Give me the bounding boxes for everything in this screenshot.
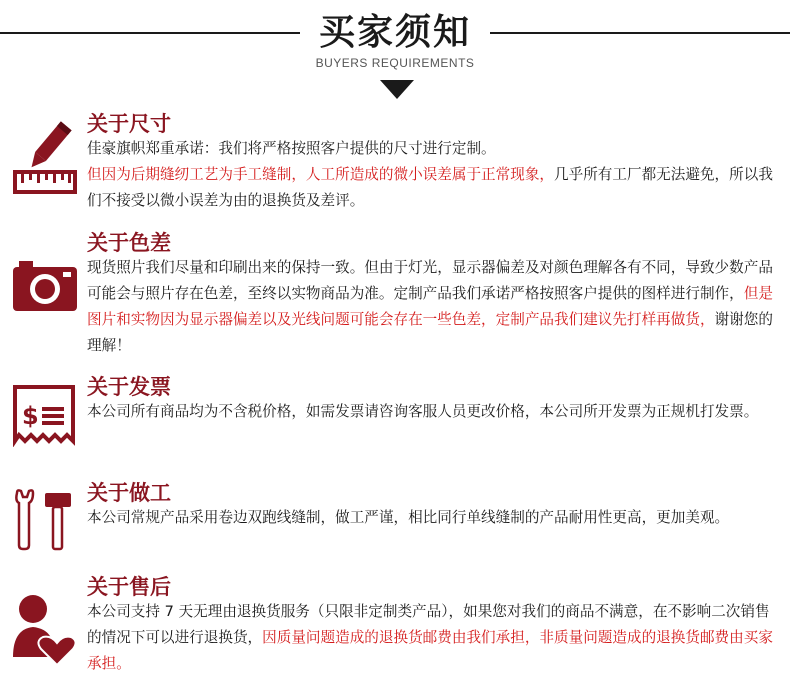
body-text: 佳豪旗帜郑重承诺：我们将严格按照客户提供的尺寸进行定制。 xyxy=(87,140,496,157)
person-heart-icon xyxy=(11,593,79,671)
body-highlight: 但因为后期缝纫工艺为手工缝制，人工所造成的微小误差属于正常现象， xyxy=(87,166,555,183)
page-title: 买家须知 xyxy=(318,12,471,53)
section-body xyxy=(87,399,782,425)
body-text: 几乎所有工厂都无法避免，所以我们不接受以微小误差为由的退换货及差评。 xyxy=(87,166,773,209)
section-body xyxy=(87,255,782,359)
body-text: 本公司所有商品均为不含税价格，如需发票请咨询客服人员更改价格，本公司所开发票为正规机打发票。 xyxy=(87,403,759,420)
body-text: 本公司支持 7 天无理由退换货服务（只限非定制类产品），如果您对我们的商品不满意，在不影响二次销售的情况下可以进行退换货， xyxy=(87,603,770,646)
ruler-pencil-icon xyxy=(11,118,79,202)
body-text: 谢谢您的理解！ xyxy=(87,311,773,354)
wrench-hammer-icon xyxy=(11,487,77,557)
section-body xyxy=(87,136,782,214)
body-text: 本公司常规产品采用卷边双跑线缝制，做工严谨，相比同行单线缝制的产品耐用性更高，更加美观。 xyxy=(87,509,730,526)
page-subtitle: BUYERS REQUIREMENTS xyxy=(315,56,475,70)
camera-icon xyxy=(11,259,79,317)
body-highlight: 但是图片和实物因为显示器偏差以及光线问题可能会存在一些色差，定制产品我们建议先打样再做货， xyxy=(87,285,773,328)
svg-text:$: $ xyxy=(22,402,39,430)
body-text: 现货照片我们尽量和印刷出来的保持一致。但由于灯光，显示器偏差及对颜色理解各有不同，导致少数产品可能会与照片存在色差，至终以实物商品为准。定制产品我们承诺严格按照客户提供的图样进行制作， xyxy=(87,259,773,302)
receipt-icon xyxy=(11,383,77,451)
section-title: 关于售后 xyxy=(87,575,171,599)
section-title: 关于做工 xyxy=(87,481,171,505)
down-arrow-icon xyxy=(380,80,414,99)
section-title: 关于发票 xyxy=(87,375,171,399)
section-body xyxy=(87,599,782,677)
section-title: 关于尺寸 xyxy=(87,112,171,136)
section-title: 关于色差 xyxy=(87,231,171,255)
body-highlight: 因质量问题造成的退换货邮费由我们承担，非质量问题造成的退换货邮费由买家承担。 xyxy=(87,629,773,672)
section-body xyxy=(87,505,782,531)
